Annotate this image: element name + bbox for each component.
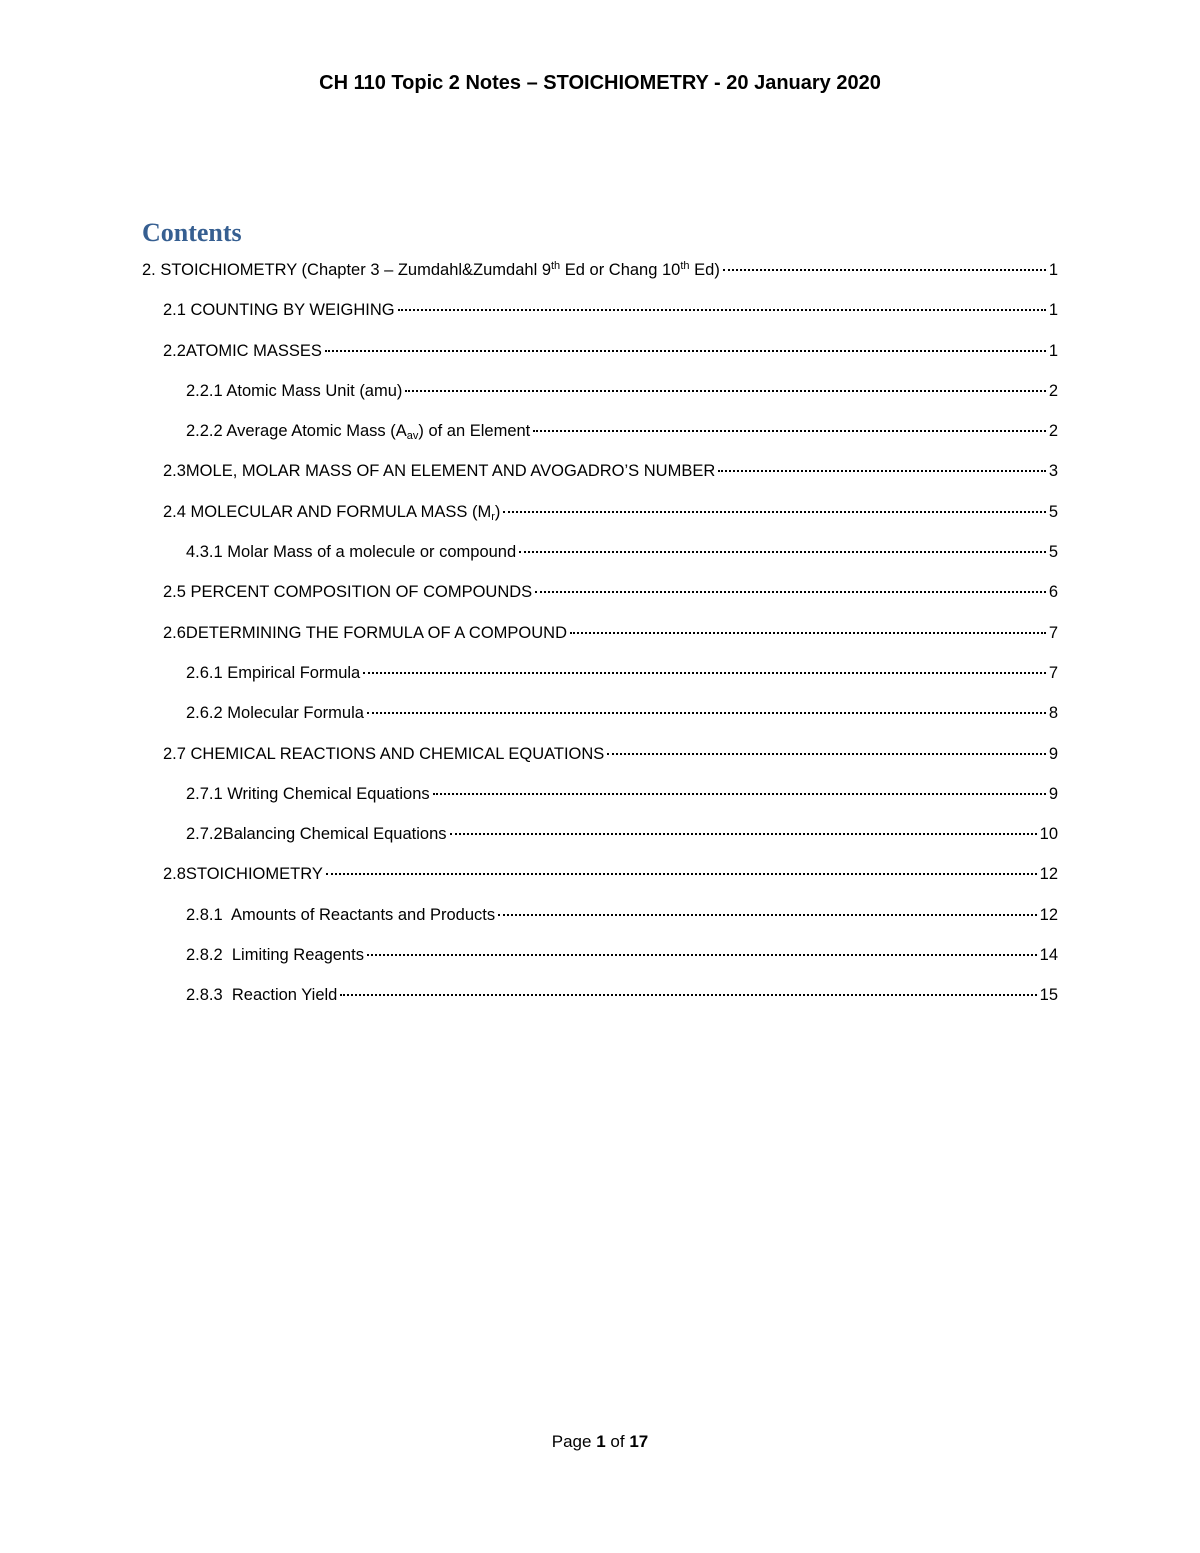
toc-dot-leader — [450, 833, 1037, 835]
toc-entry-text: 2.8.2 Limiting Reagents — [186, 946, 364, 965]
toc-page-number: 7 — [1048, 663, 1058, 682]
toc-entry-text: 2.2ATOMIC MASSES — [163, 341, 322, 360]
toc-entry[interactable] — [142, 900, 1058, 940]
toc-heading: Contents — [142, 218, 242, 247]
toc-entry-text: 4.3.1 Molar Mass of a molecule or compound — [186, 543, 517, 562]
toc-entry-text: 2.7.2Balancing Chemical Equations — [186, 825, 447, 844]
table-of-contents — [142, 255, 1058, 1021]
toc-entry-text: 2.7.1 Writing Chemical Equations — [186, 784, 430, 803]
toc-dot-leader — [498, 914, 1037, 916]
toc-entry-text: 2.4 MOLECULAR AND FORMULA MASS $(M_r)$ — [163, 502, 501, 523]
toc-dot-leader — [723, 269, 1046, 271]
toc-dot-leader — [367, 712, 1046, 714]
toc-entry-text: 2.1 COUNTING BY WEIGHING — [163, 301, 395, 320]
toc-page-number: 9 — [1048, 744, 1058, 763]
toc-entry[interactable] — [142, 577, 1058, 617]
toc-entry[interactable] — [142, 739, 1058, 779]
toc-entry-text: 2.6DETERMINING THE FORMULA OF A COMPOUND — [163, 623, 568, 642]
toc-entry[interactable] — [142, 295, 1058, 335]
toc-page-number: 1 — [1048, 261, 1058, 279]
toc-entry-text: 2. STOICHIOMETRY (Chapter 3 – Zumdahl&Zumdahl 9th Ed or Chang 10th Ed) — [142, 260, 720, 279]
toc-dot-leader — [503, 511, 1045, 513]
toc-entry[interactable] — [142, 416, 1058, 456]
toc-dot-leader — [326, 873, 1037, 875]
toc-entry[interactable] — [142, 336, 1058, 376]
toc-entry-text: 2.8.3 Reaction Yield — [186, 986, 338, 1005]
page-footer — [0, 1432, 1200, 1452]
toc-page-number: 2 — [1048, 381, 1058, 400]
toc-dot-leader — [535, 591, 1046, 593]
toc-dot-leader — [363, 672, 1046, 674]
toc-entry-text: 2.5 PERCENT COMPOSITION OF COMPOUNDS — [163, 583, 533, 602]
toc-page-number: 5 — [1048, 543, 1058, 562]
toc-dot-leader — [340, 994, 1036, 996]
toc-page-number: 10 — [1039, 825, 1058, 844]
footer-page-word: Page — [551, 1432, 592, 1451]
toc-entry-text: 2.2.2 Average Atomic Mass $(A_{av})$ of an Element — [186, 422, 531, 443]
toc-entry[interactable] — [142, 980, 1058, 1020]
toc-entry[interactable] — [142, 537, 1058, 577]
toc-entry[interactable] — [142, 618, 1058, 658]
toc-entry-text: 2.7 CHEMICAL REACTIONS AND CHEMICAL EQUATIONS — [163, 744, 605, 763]
toc-dot-leader — [398, 309, 1046, 311]
toc-entry[interactable] — [142, 779, 1058, 819]
toc-page-number: 14 — [1039, 946, 1058, 965]
toc-page-number: 1 — [1048, 301, 1058, 320]
toc-page-number: 12 — [1039, 865, 1058, 884]
toc-entry-text: 2.8.1 Amounts of Reactants and Products — [186, 905, 496, 924]
toc-page-number: 2 — [1048, 422, 1058, 441]
toc-dot-leader — [718, 470, 1046, 472]
toc-dot-leader — [533, 430, 1046, 432]
toc-entry[interactable] — [142, 658, 1058, 698]
toc-dot-leader — [405, 390, 1045, 392]
toc-entry[interactable] — [142, 497, 1058, 537]
toc-dot-leader — [325, 350, 1046, 352]
toc-entry-text: 2.6.2 Molecular Formula — [186, 704, 364, 723]
toc-dot-leader — [519, 551, 1046, 553]
toc-entry-text: 2.6.1 Empirical Formula — [186, 663, 361, 682]
page-header-title: CH 110 Topic 2 Notes – STOICHIOMETRY - 20 January 2020 — [319, 72, 881, 94]
toc-page-number: 5 — [1048, 502, 1058, 521]
footer-total-pages: 17 — [629, 1432, 649, 1451]
toc-entry[interactable] — [142, 859, 1058, 899]
toc-entry[interactable] — [142, 376, 1058, 416]
toc-page-number: 1 — [1048, 341, 1058, 360]
toc-dot-leader — [607, 753, 1046, 755]
toc-page-number: 12 — [1039, 905, 1058, 924]
toc-page-number: 15 — [1039, 986, 1058, 1005]
toc-entry-text: 2.2.1 Atomic Mass Unit (amu) — [186, 381, 403, 400]
toc-page-number: 9 — [1048, 784, 1058, 803]
toc-dot-leader — [433, 793, 1046, 795]
toc-page-number: 6 — [1048, 583, 1058, 602]
toc-entry[interactable] — [142, 456, 1058, 496]
toc-entry[interactable] — [142, 255, 1058, 295]
toc-page-number: 8 — [1048, 704, 1058, 723]
toc-entry-text: 2.8STOICHIOMETRY — [163, 865, 323, 884]
toc-page-number: 3 — [1048, 462, 1058, 481]
toc-entry[interactable] — [142, 940, 1058, 980]
toc-entry[interactable] — [142, 819, 1058, 859]
footer-of-word: of — [610, 1432, 625, 1451]
toc-entry-text: 2.3MOLE, MOLAR MASS OF AN ELEMENT AND AVOGADRO’S NUMBER — [163, 462, 716, 481]
footer-current-page: 1 — [596, 1432, 606, 1451]
toc-dot-leader — [367, 954, 1037, 956]
toc-entry[interactable] — [142, 698, 1058, 738]
toc-page-number: 7 — [1048, 623, 1058, 642]
toc-dot-leader — [570, 632, 1046, 634]
